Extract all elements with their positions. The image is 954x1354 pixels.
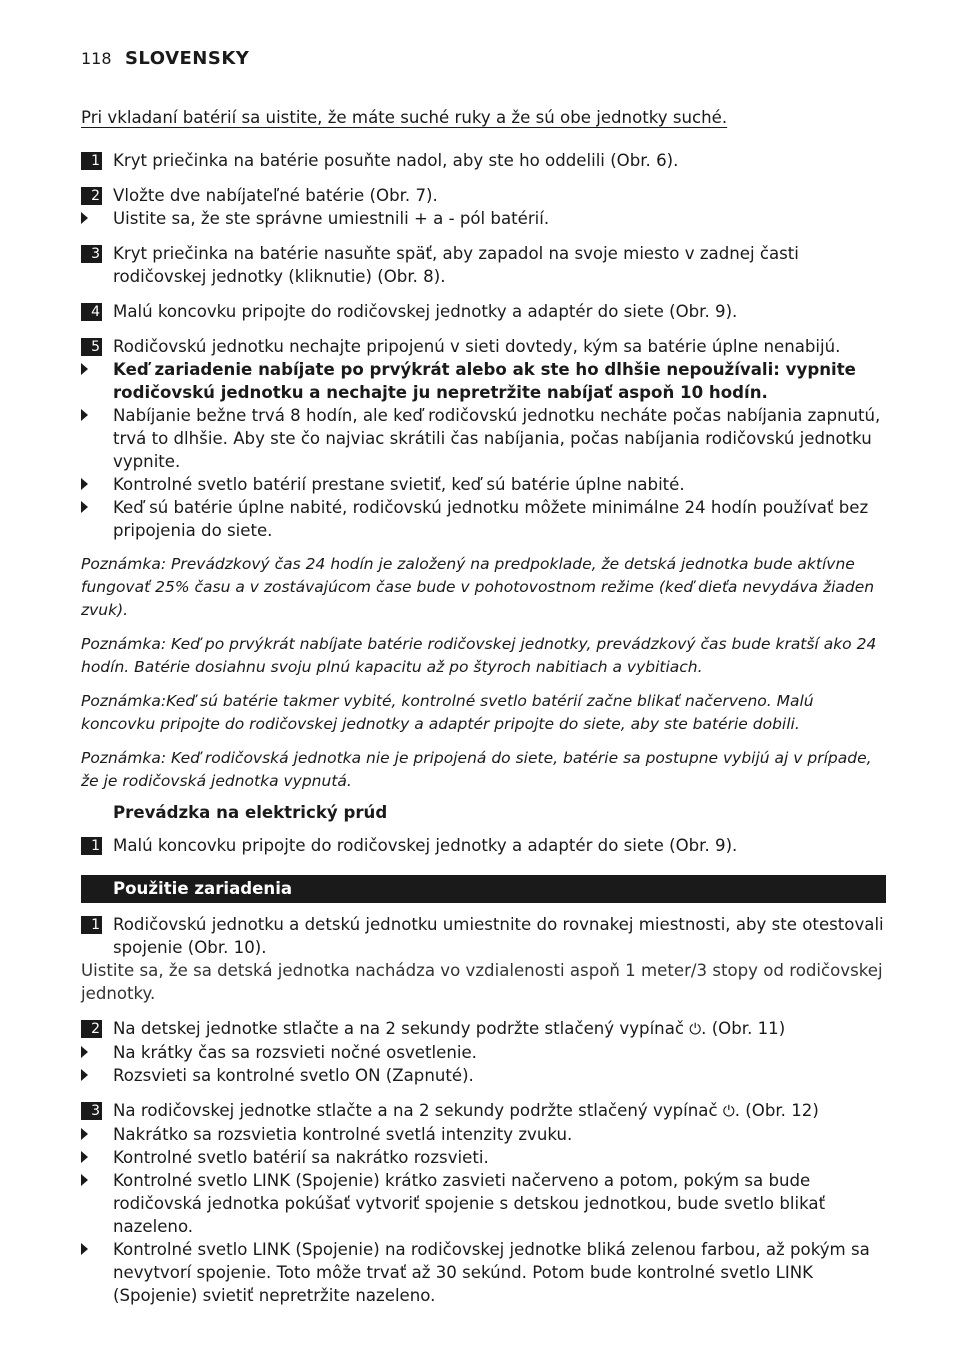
step-number: 2 (81, 1020, 102, 1038)
step-text-end: . (Obr. 11) (701, 1019, 786, 1038)
step-1 (81, 149, 886, 172)
bullet-item: Kontrolné svetlo LINK (Spojenie) krátko zasvieti načerveno a potom, pokým sa bude rodičovská jednotka pokúšať vytvoriť spojenie s detskou jednotkou, bude svetlo blikať nazeleno. (81, 1169, 886, 1238)
step-number: 4 (81, 303, 102, 321)
note: Poznámka:Keď sú batérie takmer vybité, kontrolné svetlo batérií začne blikať načerveno. Malú koncovku pripojte do rodičovskej jednotky a adaptér pripojte do siete, aby ste batérie dobili. (81, 692, 814, 733)
bullet-arrow-icon (81, 1243, 88, 1255)
step-number: 3 (81, 245, 102, 263)
bullet-arrow-icon (81, 1151, 88, 1163)
note: Poznámka: Keď rodičovská jednotka nie je pripojená do siete, batérie sa postupne vybijú aj v prípade, že je rodičovská jednotka vypnutá. (81, 749, 872, 790)
subheading: Prevádzka na elektrický prúd (113, 803, 388, 822)
bullet-arrow-icon (81, 1128, 88, 1140)
bullet-arrow-icon (81, 212, 88, 224)
bullet-arrow-icon (81, 501, 88, 513)
bullet-item: Kontrolné svetlo batérií prestane svietiť, keď sú batérie úplne nabité. (81, 473, 886, 496)
bullet-item: Kontrolné svetlo batérií sa nakrátko rozsvieti. (81, 1146, 886, 1169)
bullet-item: Rozsvieti sa kontrolné svetlo ON (Zapnuté). (81, 1064, 886, 1087)
bullet-arrow-icon (81, 409, 88, 421)
step-text-end: . (Obr. 12) (734, 1101, 819, 1120)
bullet-arrow-icon (81, 1046, 88, 1058)
step-3 (81, 242, 886, 288)
bullet-item: Nabíjanie bežne trvá 8 hodín, ale keď rodičovskú jednotku necháte počas nabíjania zapnutú, trvá to dlhšie. Aby ste čo najviac skrátili čas nabíjania, počas nabíjania rodičovskú jednotku vypnite. (81, 404, 886, 473)
bullet-item: Nakrátko sa rozsvietia kontrolné svetlá intenzity zvuku. (81, 1123, 886, 1146)
step-number: 5 (81, 338, 102, 356)
bullet-item: Uistite sa, že ste správne umiestnili + a - pól batérií. (81, 207, 886, 230)
step-4 (81, 300, 886, 323)
note: Poznámka: Keď po prvýkrát nabíjate batérie rodičovskej jednotky, prevádzkový čas bude kratší ako 24 hodín. Batérie dosiahnu svoju plnú kapacitu až po štyroch nabitiach a vybitiach. (81, 635, 877, 676)
note: Poznámka: Prevádzkový čas 24 hodín je založený na predpoklade, že detská jednotka bude aktívne fungovať 25% času a v zostávajúcom čase bude v pohotovostnom režime (keď dieťa nevydáva žiaden zvuk). (81, 555, 875, 619)
step-text: Vložte dve nabíjateľné batérie (Obr. 7). (113, 186, 438, 205)
step-number: 1 (81, 837, 102, 855)
step-number: 3 (81, 1102, 102, 1120)
page-header (81, 48, 249, 69)
step-2 (81, 184, 886, 207)
step-5 (81, 335, 886, 358)
bullet-arrow-icon (81, 1069, 88, 1081)
bullet-arrow-icon (81, 478, 88, 490)
step-text: Na rodičovskej jednotke stlačte a na 2 sekundy podržte stlačený vypínač (113, 1101, 718, 1120)
step-text: Malú koncovku pripojte do rodičovskej jednotky a adaptér do siete (Obr. 9). (113, 836, 738, 855)
bullet-arrow-icon (81, 1174, 88, 1186)
step-text: Kryt priečinka na batérie nasuňte späť, aby zapadol na svoje miesto v zadnej časti rodičovskej jednotky (kliknutie) (Obr. 8). (113, 244, 799, 286)
step-text: Kryt priečinka na batérie posuňte nadol, aby ste ho oddelili (Obr. 6). (113, 151, 679, 170)
step-text: Malú koncovku pripojte do rodičovskej jednotky a adaptér do siete (Obr. 9). (113, 302, 738, 321)
step-text: Rodičovskú jednotku nechajte pripojenú v sieti dovtedy, kým sa batérie úplne nenabijú. (113, 337, 841, 356)
plain-text: Uistite sa, že sa detská jednotka nachádza vo vzdialenosti aspoň 1 meter/3 stopy od rodičovskej jednotky. (81, 961, 883, 1003)
power-icon: ⏻ (689, 1020, 702, 1038)
bullet-item: Kontrolné svetlo LINK (Spojenie) na rodičovskej jednotke bliká zelenou farbou, až pokým sa nevytvorí spojenie. Toto môže trvať až 30 sekúnd. Potom bude kontrolné svetlo LINK (Spojenie) svietiť nepretržite nazeleno. (81, 1238, 886, 1307)
step-mains (81, 834, 886, 857)
step-number: 1 (81, 152, 102, 170)
step-text: Na detskej jednotke stlačte a na 2 sekundy podržte stlačený vypínač (113, 1019, 684, 1038)
section-heading: Použitie zariadenia (81, 875, 886, 903)
language-title: SLOVENSKY (124, 48, 250, 69)
use-step-2 (81, 1017, 886, 1041)
warning-text: Pri vkladaní batérií sa uistite, že máte suché ruky a že sú obe jednotky suché. (81, 108, 728, 127)
bullet-item: Na krátky čas sa rozsvieti nočné osvetlenie. (81, 1041, 886, 1064)
page-number: 118 (81, 49, 112, 68)
power-icon: ⏻ (722, 1102, 735, 1120)
use-step-1 (81, 913, 886, 959)
bullet-item: Keď sú batérie úplne nabité, rodičovskú jednotku môžete minimálne 24 hodín používať bez pripojenia do siete. (81, 496, 886, 542)
step-text: Rodičovskú jednotku a detskú jednotku umiestnite do rovnakej miestnosti, aby ste otestovali spojenie (Obr. 10). (113, 915, 884, 957)
bullet-arrow-icon (81, 363, 88, 375)
step-number: 1 (81, 916, 102, 934)
bullet-item: Keď zariadenie nabíjate po prvýkrát alebo ak ste ho dlhšie nepoužívali: vypnite rodičovskú jednotku a nechajte ju nepretržite nabíjať aspoň 10 hodín. (81, 358, 886, 404)
use-step-3 (81, 1099, 886, 1123)
step-number: 2 (81, 187, 102, 205)
page-content (81, 106, 886, 1307)
